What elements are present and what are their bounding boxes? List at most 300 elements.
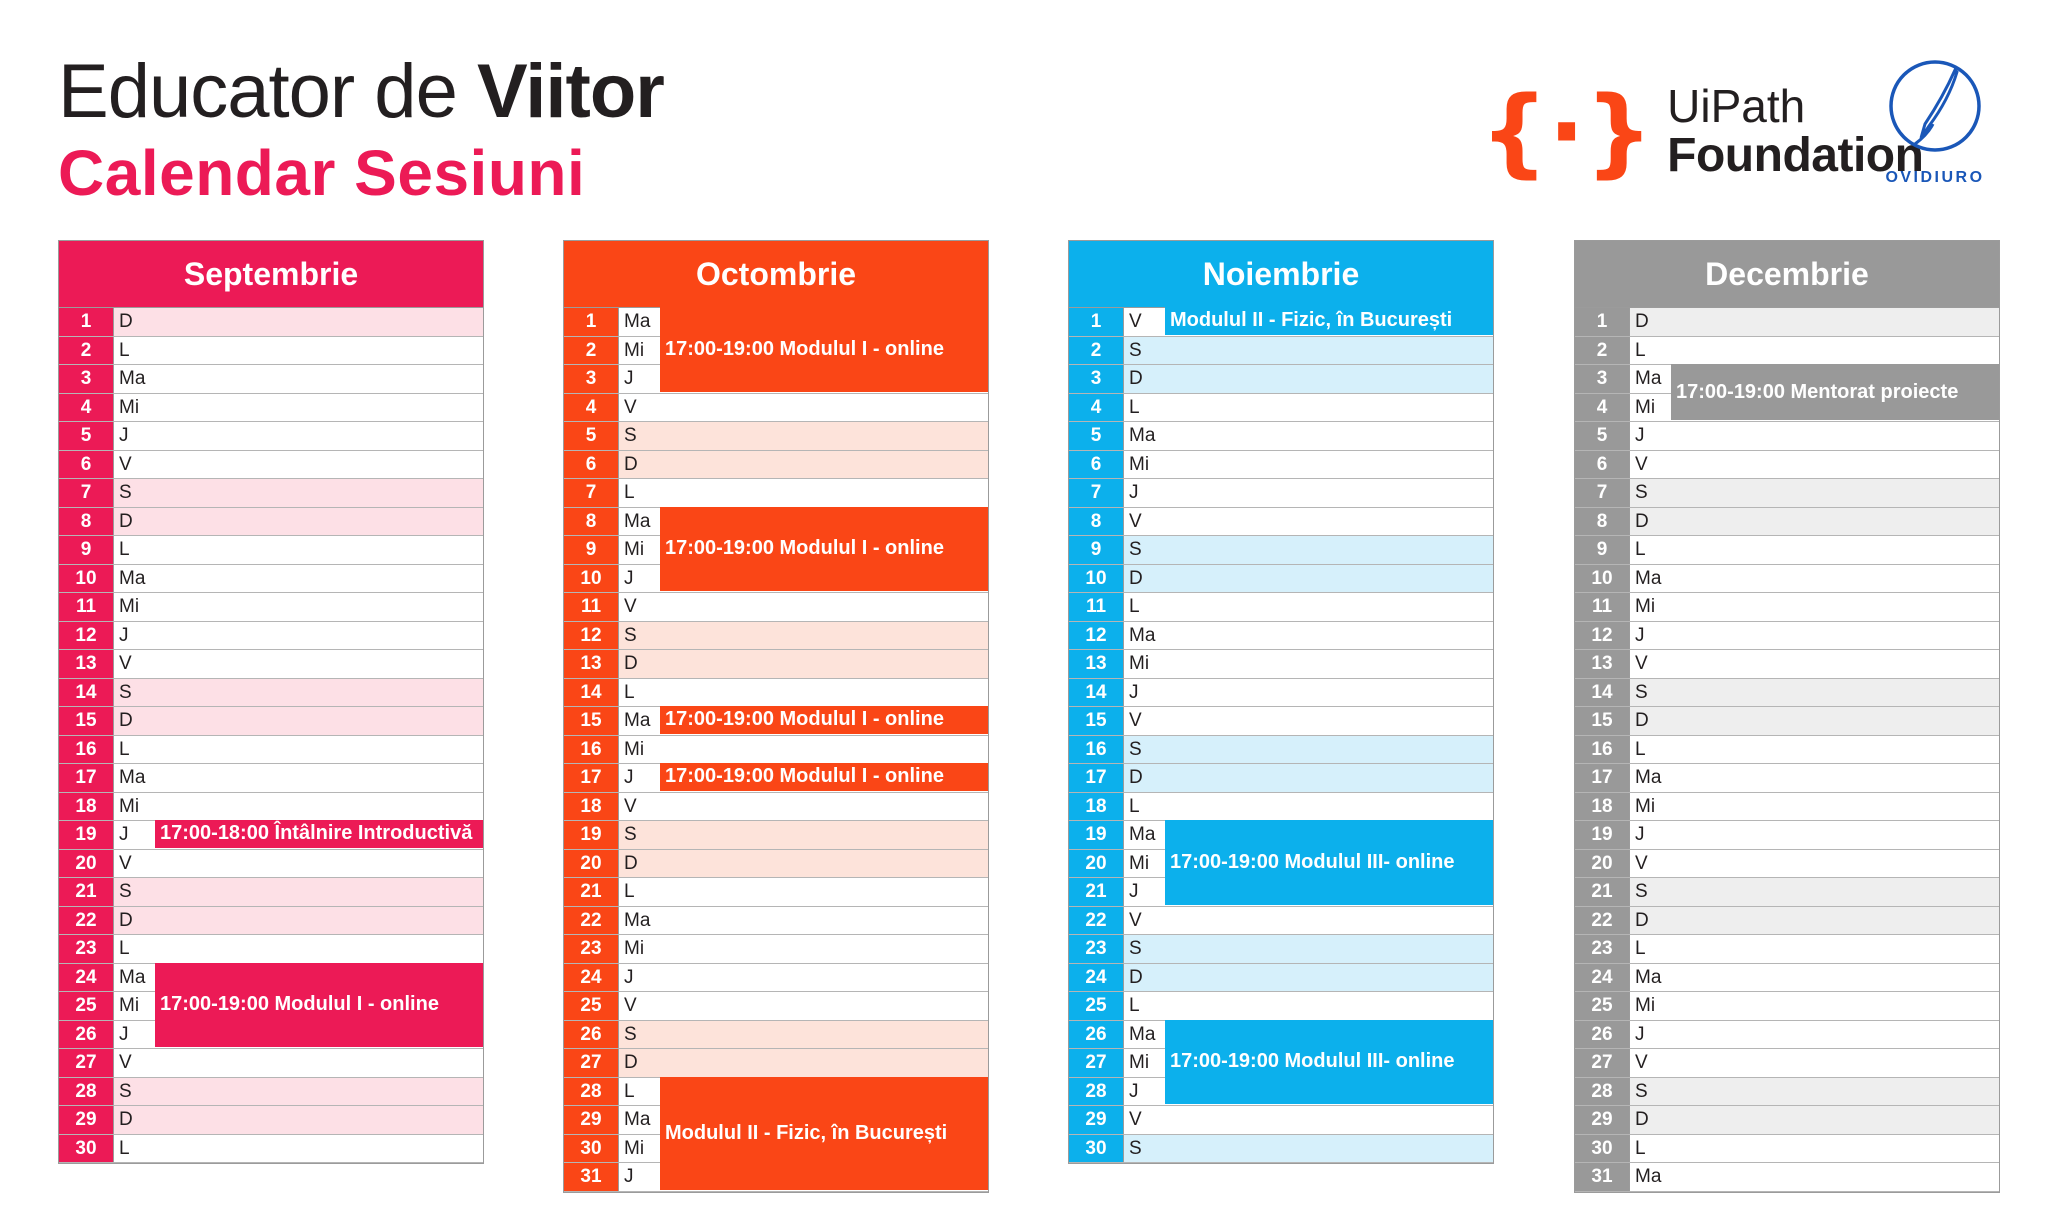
day-number: 8 <box>1069 508 1124 536</box>
weekday-label: V <box>1635 653 1648 674</box>
weekday-label: L <box>119 738 130 760</box>
day-number: 6 <box>1069 451 1124 479</box>
weekday-label: S <box>1129 738 1142 760</box>
weekday-label: V <box>1635 453 1648 475</box>
day-number: 27 <box>1069 1049 1124 1077</box>
weekday-label: J <box>1635 824 1645 845</box>
weekday-label: D <box>624 852 638 874</box>
day-number: 5 <box>1069 422 1124 450</box>
weekday-label: D <box>624 653 638 674</box>
day-row <box>564 992 988 1021</box>
day-cell <box>156 451 483 479</box>
day-number: 4 <box>564 394 619 422</box>
day-number: 27 <box>564 1049 619 1077</box>
day-number: 6 <box>1575 451 1630 479</box>
weekday-label: L <box>1129 596 1140 617</box>
day-cell <box>1166 736 1493 764</box>
month-header: Octombrie <box>564 241 988 308</box>
weekday-label: Ma <box>119 368 146 389</box>
day-cell <box>156 707 483 735</box>
day-number: 17 <box>1069 764 1124 792</box>
weekday-label: V <box>624 596 637 617</box>
day-row <box>59 736 483 765</box>
day-cell <box>1672 479 1999 507</box>
weekday-label: L <box>1129 995 1140 1016</box>
day-row <box>564 394 988 423</box>
day-row <box>59 764 483 793</box>
day-cell <box>156 422 483 450</box>
day-row <box>564 650 988 679</box>
day-row <box>1575 821 1999 850</box>
month-header: Decembrie <box>1575 241 1999 308</box>
day-row <box>564 907 988 936</box>
weekday-label: L <box>119 938 130 959</box>
day-cell <box>1672 565 1999 593</box>
day-cell <box>156 935 483 963</box>
day-cell <box>156 1078 483 1106</box>
day-cell <box>661 650 988 678</box>
weekday-label: Mi <box>624 738 645 760</box>
weekday-label: V <box>119 852 132 874</box>
day-number: 5 <box>564 422 619 450</box>
day-number: 15 <box>1575 707 1630 735</box>
weekday-label: L <box>119 1137 130 1159</box>
day-cell <box>156 1106 483 1134</box>
weekday-label: Mi <box>1129 1052 1150 1073</box>
weekday-label: V <box>1635 1052 1648 1073</box>
day-cell <box>1166 679 1493 707</box>
day-row <box>59 308 483 337</box>
month-dec <box>1574 240 2000 1193</box>
day-cell <box>661 736 988 764</box>
day-cell <box>1166 451 1493 479</box>
day-cell <box>1672 337 1999 365</box>
weekday-label: J <box>1635 624 1645 646</box>
day-row <box>1069 565 1493 594</box>
day-number: 19 <box>1575 821 1630 849</box>
title-bold: Viitor <box>476 49 664 134</box>
day-number: 19 <box>1069 821 1124 849</box>
weekday-label: V <box>624 396 637 418</box>
weekday-label: Ma <box>624 909 651 931</box>
weekday-label: S <box>1129 938 1142 959</box>
session-event: 17:00-19:00 Modulul III- online <box>1165 820 1493 905</box>
day-cell <box>156 479 483 507</box>
day-number: 26 <box>1069 1021 1124 1049</box>
day-cell <box>1672 850 1999 878</box>
day-cell <box>156 736 483 764</box>
day-cell <box>156 365 483 393</box>
day-cell <box>156 679 483 707</box>
day-cell <box>1672 1049 1999 1077</box>
day-number: 8 <box>1575 508 1630 536</box>
day-number: 22 <box>564 907 619 935</box>
day-number: 6 <box>59 451 114 479</box>
day-row <box>564 451 988 480</box>
day-cell <box>1166 764 1493 792</box>
weekday-label: V <box>624 995 637 1016</box>
weekday-label: S <box>1129 1137 1142 1159</box>
day-cell <box>1672 878 1999 906</box>
day-number: 17 <box>564 764 619 792</box>
weekday-label: V <box>1129 710 1142 731</box>
day-row <box>59 365 483 394</box>
day-number: 18 <box>564 793 619 821</box>
day-row <box>1575 679 1999 708</box>
day-number: 20 <box>564 850 619 878</box>
day-row <box>59 536 483 565</box>
day-number: 13 <box>1069 650 1124 678</box>
day-row <box>1069 479 1493 508</box>
day-cell <box>661 821 988 849</box>
day-cell <box>1672 992 1999 1020</box>
day-cell <box>661 907 988 935</box>
day-number: 11 <box>1069 593 1124 621</box>
uipath-logo-line1: UiPath <box>1667 80 1806 132</box>
day-number: 10 <box>1069 565 1124 593</box>
day-number: 21 <box>1069 878 1124 906</box>
day-cell <box>1166 650 1493 678</box>
day-number: 29 <box>1575 1106 1630 1134</box>
day-cell <box>1166 422 1493 450</box>
day-cell <box>1672 622 1999 650</box>
day-cell <box>1166 964 1493 992</box>
day-number: 28 <box>59 1078 114 1106</box>
day-number: 4 <box>1575 394 1630 422</box>
weekday-label: L <box>1635 339 1646 361</box>
day-cell <box>1672 764 1999 792</box>
day-cell <box>1672 679 1999 707</box>
weekday-label: Mi <box>119 795 140 817</box>
ovidiuro-logo <box>1880 58 1990 187</box>
day-cell <box>156 565 483 593</box>
day-number: 20 <box>59 850 114 878</box>
weekday-label: Mi <box>624 339 645 361</box>
day-cell <box>1166 508 1493 536</box>
day-row <box>1575 308 1999 337</box>
weekday-label: S <box>119 1080 132 1102</box>
day-number: 2 <box>1575 337 1630 365</box>
day-row <box>564 878 988 907</box>
day-row <box>59 337 483 366</box>
day-row <box>1069 764 1493 793</box>
day-row <box>59 479 483 508</box>
day-row <box>1069 422 1493 451</box>
weekday-label: S <box>1635 681 1648 703</box>
day-row <box>1575 337 1999 366</box>
day-cell <box>1166 593 1493 621</box>
weekday-label: V <box>119 653 132 674</box>
day-row <box>1069 679 1493 708</box>
weekday-label: S <box>624 624 637 646</box>
weekday-label: L <box>1635 938 1646 959</box>
day-number: 20 <box>1069 850 1124 878</box>
day-row <box>59 793 483 822</box>
day-cell <box>661 964 988 992</box>
weekday-label: L <box>624 1080 635 1102</box>
weekday-label: V <box>119 453 132 475</box>
weekday-label: D <box>1129 966 1143 988</box>
day-number: 22 <box>59 907 114 935</box>
day-cell <box>156 793 483 821</box>
day-row <box>564 679 988 708</box>
weekday-label: Mi <box>1129 653 1150 674</box>
day-cell <box>1672 451 1999 479</box>
day-number: 20 <box>1575 850 1630 878</box>
weekday-label: Ma <box>624 510 651 532</box>
weekday-label: S <box>1635 1080 1648 1102</box>
day-row <box>59 422 483 451</box>
day-number: 26 <box>564 1021 619 1049</box>
day-number: 14 <box>1069 679 1124 707</box>
day-number: 2 <box>1069 337 1124 365</box>
day-row <box>59 593 483 622</box>
weekday-label: Mi <box>624 1137 645 1159</box>
weekday-label: V <box>1129 311 1142 332</box>
weekday-label: L <box>1635 738 1646 760</box>
day-number: 1 <box>59 308 114 336</box>
day-number: 18 <box>1575 793 1630 821</box>
session-event: 17:00-18:00 Întâlnire Introductivă <box>155 820 483 848</box>
day-row <box>1069 992 1493 1021</box>
day-row <box>59 907 483 936</box>
day-row <box>1575 650 1999 679</box>
day-row <box>1575 878 1999 907</box>
weekday-label: J <box>1129 1080 1139 1102</box>
day-row <box>59 394 483 423</box>
day-cell <box>1672 650 1999 678</box>
day-cell <box>1672 707 1999 735</box>
day-cell <box>156 593 483 621</box>
weekday-label: S <box>1635 482 1648 503</box>
weekday-label: Ma <box>1129 1023 1156 1045</box>
day-number: 13 <box>59 650 114 678</box>
day-number: 16 <box>1069 736 1124 764</box>
weekday-label: D <box>1635 510 1649 532</box>
day-row <box>1575 479 1999 508</box>
day-row <box>59 622 483 651</box>
weekday-label: Mi <box>1635 396 1656 418</box>
day-number: 7 <box>1575 479 1630 507</box>
day-row <box>564 1049 988 1078</box>
day-row <box>1069 736 1493 765</box>
day-cell <box>156 394 483 422</box>
weekday-label: D <box>1635 710 1649 731</box>
session-event: Modulul II - Fizic, în București <box>1165 307 1493 335</box>
day-number: 28 <box>1069 1078 1124 1106</box>
day-row <box>1575 508 1999 537</box>
weekday-label: J <box>624 1166 634 1187</box>
day-row <box>1575 1049 1999 1078</box>
day-number: 24 <box>1069 964 1124 992</box>
weekday-label: J <box>119 824 129 845</box>
weekday-label: J <box>624 966 634 988</box>
weekday-label: V <box>1129 510 1142 532</box>
uipath-foundation-logo <box>1480 76 1924 188</box>
month-header: Septembrie <box>59 241 483 308</box>
day-cell <box>1166 907 1493 935</box>
day-number: 23 <box>1069 935 1124 963</box>
weekday-label: L <box>624 482 635 503</box>
weekday-label: D <box>119 710 133 731</box>
day-cell <box>156 907 483 935</box>
weekday-label: Ma <box>119 767 146 788</box>
day-number: 9 <box>59 536 114 564</box>
weekday-label: L <box>1635 1137 1646 1159</box>
weekday-label: D <box>119 909 133 931</box>
day-row <box>1575 1078 1999 1107</box>
day-number: 3 <box>1575 365 1630 393</box>
weekday-label: Mi <box>1635 596 1656 617</box>
day-cell <box>1672 1163 1999 1191</box>
day-cell <box>661 394 988 422</box>
day-number: 12 <box>564 622 619 650</box>
weekday-label: J <box>624 767 634 788</box>
day-cell <box>661 622 988 650</box>
weekday-label: Mi <box>1129 453 1150 475</box>
weekday-label: Ma <box>624 710 651 731</box>
day-row <box>1575 992 1999 1021</box>
day-cell <box>1166 479 1493 507</box>
day-number: 10 <box>564 565 619 593</box>
day-number: 25 <box>59 992 114 1020</box>
weekday-label: Mi <box>1635 995 1656 1016</box>
day-row <box>1575 907 1999 936</box>
day-cell <box>1672 1078 1999 1106</box>
day-number: 25 <box>1575 992 1630 1020</box>
day-number: 5 <box>59 422 114 450</box>
weekday-label: S <box>624 1023 637 1045</box>
day-row <box>59 878 483 907</box>
weekday-label: Mi <box>119 596 140 617</box>
day-number: 1 <box>1575 308 1630 336</box>
day-number: 9 <box>1069 536 1124 564</box>
page-title <box>58 50 664 134</box>
day-cell <box>1166 1106 1493 1134</box>
day-number: 12 <box>59 622 114 650</box>
weekday-label: Ma <box>119 966 146 988</box>
day-cell <box>661 679 988 707</box>
session-event: 17:00-19:00 Modulul III- online <box>1165 1020 1493 1105</box>
day-cell <box>156 650 483 678</box>
day-row <box>59 707 483 736</box>
weekday-label: D <box>119 1109 133 1130</box>
day-cell <box>1166 565 1493 593</box>
day-number: 2 <box>564 337 619 365</box>
weekday-label: Ma <box>1635 567 1662 589</box>
day-number: 10 <box>59 565 114 593</box>
weekday-label: D <box>624 453 638 475</box>
day-cell <box>1672 907 1999 935</box>
day-row <box>1575 1106 1999 1135</box>
day-cell <box>1166 707 1493 735</box>
day-number: 28 <box>1575 1078 1630 1106</box>
weekday-label: J <box>624 368 634 389</box>
day-number: 24 <box>564 964 619 992</box>
day-number: 7 <box>1069 479 1124 507</box>
day-cell <box>1672 1106 1999 1134</box>
day-cell <box>1166 935 1493 963</box>
day-cell <box>1672 593 1999 621</box>
weekday-label: J <box>1129 482 1139 503</box>
day-number: 23 <box>59 935 114 963</box>
day-row <box>1575 1135 1999 1164</box>
weekday-label: Ma <box>1129 425 1156 446</box>
day-number: 17 <box>59 764 114 792</box>
day-row <box>59 451 483 480</box>
day-number: 29 <box>1069 1106 1124 1134</box>
weekday-label: Ma <box>1635 966 1662 988</box>
day-row <box>564 821 988 850</box>
day-row <box>564 935 988 964</box>
day-number: 11 <box>564 593 619 621</box>
session-event: 17:00-19:00 Mentorat proiecte <box>1671 364 1999 420</box>
day-cell <box>156 508 483 536</box>
day-row <box>1069 451 1493 480</box>
day-number: 3 <box>1069 365 1124 393</box>
day-number: 16 <box>59 736 114 764</box>
day-row <box>1069 536 1493 565</box>
day-number: 17 <box>1575 764 1630 792</box>
day-row <box>1575 536 1999 565</box>
weekday-label: S <box>1129 539 1142 560</box>
weekday-label: S <box>119 881 132 902</box>
day-cell <box>661 451 988 479</box>
day-row <box>59 1106 483 1135</box>
day-row <box>1069 593 1493 622</box>
weekday-label: S <box>624 824 637 845</box>
weekday-label: D <box>624 1052 638 1073</box>
day-number: 24 <box>59 964 114 992</box>
day-number: 19 <box>564 821 619 849</box>
title-regular: Educator de <box>58 49 457 134</box>
day-row <box>59 1049 483 1078</box>
day-cell <box>1166 622 1493 650</box>
day-row <box>59 508 483 537</box>
day-row <box>59 1135 483 1164</box>
day-cell <box>156 764 483 792</box>
month-oct <box>563 240 989 1193</box>
day-cell <box>661 1021 988 1049</box>
day-number: 23 <box>1575 935 1630 963</box>
weekday-label: D <box>1129 767 1143 788</box>
weekday-label: Mi <box>1129 852 1150 874</box>
weekday-label: Mi <box>1635 795 1656 817</box>
session-event: 17:00-19:00 Modulul I - online <box>660 763 988 791</box>
session-event: 17:00-19:00 Modulul I - online <box>155 963 483 1048</box>
day-number: 22 <box>1069 907 1124 935</box>
weekday-label: D <box>1635 1109 1649 1130</box>
day-number: 16 <box>1575 736 1630 764</box>
day-number: 30 <box>59 1135 114 1163</box>
day-number: 10 <box>1575 565 1630 593</box>
weekday-label: Ma <box>624 1109 651 1130</box>
day-cell <box>661 793 988 821</box>
day-number: 14 <box>1575 679 1630 707</box>
day-number: 1 <box>564 308 619 336</box>
day-number: 11 <box>1575 593 1630 621</box>
weekday-label: J <box>624 567 634 589</box>
day-row <box>1069 650 1493 679</box>
day-row <box>564 622 988 651</box>
day-number: 13 <box>564 650 619 678</box>
day-row <box>1575 964 1999 993</box>
day-number: 21 <box>59 878 114 906</box>
day-number: 3 <box>59 365 114 393</box>
day-cell <box>1672 422 1999 450</box>
day-number: 8 <box>564 508 619 536</box>
day-cell <box>156 850 483 878</box>
